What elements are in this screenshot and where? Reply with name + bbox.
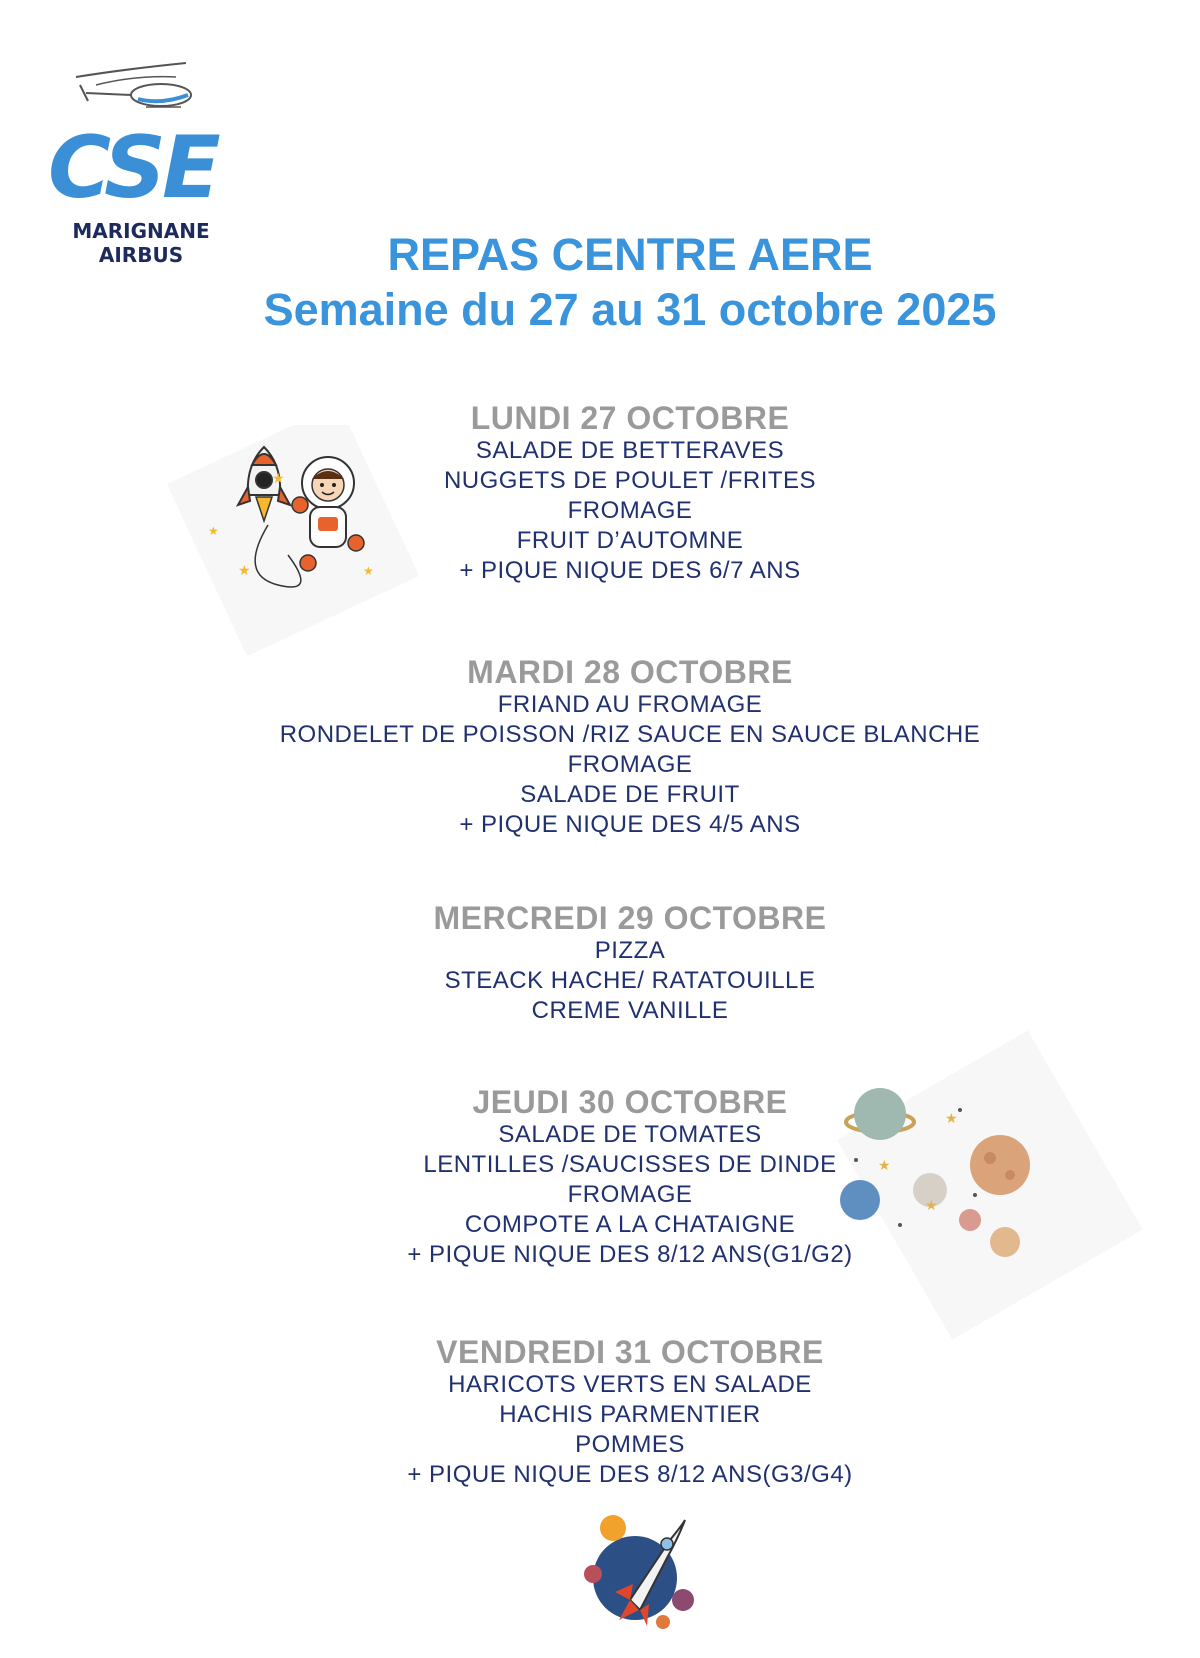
svg-text:★: ★: [363, 564, 374, 578]
astronaut-rocket-illustration: [168, 425, 418, 655]
day-heading: MARDI 28 OCTOBRE: [467, 654, 793, 690]
menu-item: CREME VANILLE: [531, 997, 729, 1024]
day-heading: MERCREDI 29 OCTOBRE: [433, 900, 827, 936]
menu-item: LENTILLES /SAUCISSES DE DINDE: [423, 1151, 837, 1178]
menu-item: + PIQUE NIQUE DES 6/7 ANS: [459, 557, 801, 584]
menu-item: + PIQUE NIQUE DES 8/12 ANS(G1/G2): [407, 1241, 853, 1268]
logo-brand: CSE: [48, 118, 217, 218]
menu-item: FRUIT D’AUTOMNE: [516, 527, 744, 554]
menu-item: + PIQUE NIQUE DES 4/5 ANS: [459, 811, 801, 838]
menu-item: FROMAGE: [567, 751, 693, 778]
day-friday: [0, 1334, 1200, 1490]
menu-item: + PIQUE NIQUE DES 8/12 ANS(G3/G4): [407, 1461, 853, 1488]
planets-illustration: [820, 1030, 1150, 1350]
day-wednesday: [0, 900, 1200, 1026]
page-subtitle: Semaine du 27 au 31 octobre 2025: [263, 284, 997, 335]
menu-item: STEACK HACHE/ RATATOUILLE: [444, 967, 816, 994]
menu-item: FRIAND AU FROMAGE: [497, 691, 763, 718]
menu-item: HARICOTS VERTS EN SALADE: [448, 1371, 812, 1398]
menu-item: NUGGETS DE POULET /FRITES: [443, 467, 817, 494]
helicopter-icon: [66, 55, 206, 115]
menu-item: HACHIS PARMENTIER: [499, 1401, 761, 1428]
day-heading: LUNDI 27 OCTOBRE: [470, 400, 790, 436]
menu-item: PIZZA: [594, 937, 666, 964]
menu-item: FROMAGE: [567, 1181, 693, 1208]
day-heading: VENDREDI 31 OCTOBRE: [436, 1334, 824, 1370]
svg-text:★: ★: [238, 562, 251, 578]
menu-item: FROMAGE: [567, 497, 693, 524]
svg-text:★: ★: [208, 524, 219, 538]
svg-text:★: ★: [925, 1197, 938, 1213]
svg-text:★: ★: [272, 470, 285, 486]
menu-item: SALADE DE BETTERAVES: [475, 437, 785, 464]
menu-item: COMPOTE A LA CHATAIGNE: [464, 1211, 796, 1238]
day-tuesday: [0, 654, 1200, 840]
day-heading: JEUDI 30 OCTOBRE: [472, 1084, 788, 1120]
logo-line-airbus: AIRBUS: [98, 243, 184, 267]
menu-item: SALADE DE TOMATES: [498, 1121, 762, 1148]
svg-text:★: ★: [878, 1157, 891, 1173]
page-title: REPAS CENTRE AERE: [387, 229, 873, 280]
menu-item: SALADE DE FRUIT: [520, 781, 740, 808]
menu-item: POMMES: [575, 1431, 685, 1458]
svg-text:★: ★: [945, 1110, 958, 1126]
logo-line-marignane: MARIGNANE: [72, 219, 210, 243]
menu-item: RONDELET DE POISSON /RIZ SAUCE EN SAUCE BLANCHE: [279, 721, 981, 748]
rocket-planets-illustration: [575, 1500, 715, 1640]
